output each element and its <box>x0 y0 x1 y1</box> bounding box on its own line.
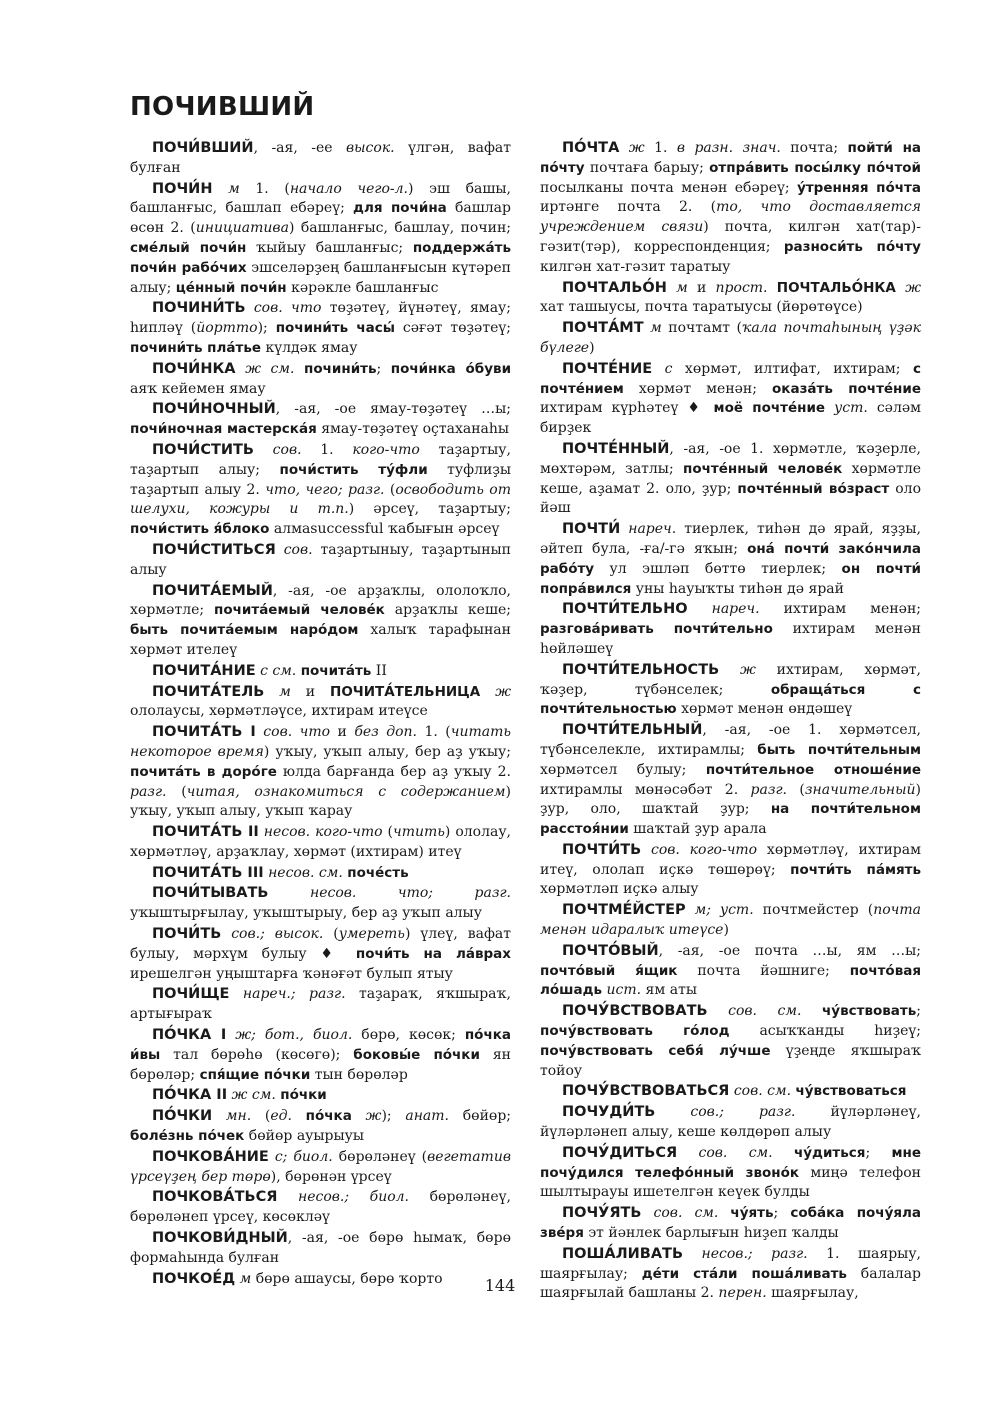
entry-headword: ПОЧТО́ВЫЙ <box>562 942 659 959</box>
entry-headword: ПОЧКОВА́ТЬСЯ <box>152 1189 278 1206</box>
entry-headword: ПОША́ЛИВАТЬ <box>562 1245 683 1262</box>
entry-definition: сов. см. чу́вствоваться <box>733 1083 907 1100</box>
entry-headword: ПОЧУ́ВСТВОВАТЬСЯ <box>562 1083 730 1100</box>
entry-headword: ПОЧИ́СТИТЬ <box>152 441 254 458</box>
dictionary-entry <box>540 139 921 278</box>
dictionary-entry <box>130 360 511 400</box>
entry-definition: м и прост. ПОЧТАЛЬО́НКА ж хат ташыусы, почта таратыусы (йөрөтөүсе) <box>540 279 922 316</box>
dictionary-entry <box>540 1144 921 1203</box>
dictionary-entry <box>130 1107 511 1147</box>
left-column <box>130 139 511 1290</box>
dictionary-entry <box>130 985 511 1025</box>
entry-headword: ПО́ЧКИ <box>152 1108 213 1125</box>
entry-definition: , -ая, -ое 1. хөрмәтле, ҡәҙерле, мөхтәрәм, затлы; почте́нный челове́к хөрмәтле кеше, аҙамат 2. оло, ҙур; почте́нный во́зраст оло йәш <box>540 440 922 517</box>
entry-definition: ж 1. в разн. знач. почта; пойти́ на по́чту почтаға барыу; отпра́вить посы́лку по́чтой посылканы почта менән ебәреү; у́тренняя по́чта иртәнге почта 2. (то, что доставляется учреждением связи) почта, килгән хат(тар)-гәзит(тәр), корреспонденция; разноси́ть по́чту килгән хат-гәзит таратыу <box>540 140 922 275</box>
entry-definition: несов. см. поче́сть <box>268 864 409 881</box>
dictionary-entry <box>130 864 511 884</box>
dictionary-entry <box>130 683 511 723</box>
entry-definition: м и ПОЧИТА́ТЕЛЬНИЦА ж ололаусы, хөрмәтләүсе, ихтирам итеүсе <box>130 683 512 720</box>
dictionary-entry <box>130 723 511 822</box>
entry-headword: ПОЧИ́ТЬ <box>152 926 222 943</box>
entry-headword: ПОЧИТА́ТЬ III <box>152 864 264 881</box>
entry-definition: ж см. по́чки <box>231 1087 327 1104</box>
dictionary-entry <box>130 139 511 179</box>
entry-definition: нареч.; разг. таҙараҡ, яҡшыраҡ, артығыраҡ <box>130 986 511 1023</box>
entry-definition: , -ая, -ое почта …ы, ям …ы; почто́вый я́щик почта йәшниге; почто́вая ло́шадь ист. ям аты <box>540 942 922 999</box>
entry-definition: несов. что; разг. уҡыштырғылау, уҡыштырыу, бер аҙ уҡып алыу <box>130 885 512 922</box>
entry-headword: ПОЧКОВА́НИЕ <box>152 1148 269 1165</box>
entry-headword: ПОЧИ́ЩЕ <box>152 986 230 1003</box>
entry-headword: ПОЧТИ́ <box>562 521 621 538</box>
dictionary-entry <box>540 942 921 1001</box>
dictionary-entry <box>540 1204 921 1244</box>
dictionary-entry <box>130 823 511 863</box>
entry-definition: сов.; высок. (умереть) үлеү, вафат булыу, мәрхүм булыу ♦ почи́ть на ла́врах ирешелгән уңыштарға ҡәнәғәт булып ятыу <box>130 926 511 982</box>
dictionary-entry <box>130 299 511 358</box>
dictionary-entry <box>540 279 921 319</box>
dictionary-entry <box>540 661 921 720</box>
dictionary-entry <box>130 1086 511 1106</box>
entry-headword: ПОЧИТА́НИЕ <box>152 662 256 679</box>
entry-definition: сов. кого-что хөрмәтләү, ихтирам итеү, ололап иҫкә төшөрөү; почти́ть па́мять хөрмәтләп иҫкә алыу <box>540 841 922 898</box>
entry-definition: несов.; биол. бөрөләнеү, бөрөләнеп үрсеү, көсөкләү <box>130 1189 511 1226</box>
entry-headword: ПОЧТИ́ТЬ <box>562 841 642 858</box>
entry-definition: ж; бот., биол. бөрө, көсөк; по́чка и́вы тал бөрөһө (көсөгө); боковы́е по́чки ян бөрөләр; спя́щие по́чки тын бөрөләр <box>130 1027 512 1083</box>
entry-definition: , -ая, -ое 1. хөрмәтсел, түбәнселекле, ихтирамлы; быть почти́тельным хөрмәтсел булыу; почти́тельное отноше́ние ихтирамлы мөнәсәбәт 2. разг. (значительный) ҙур, оло, шаҡтай ҙур; на почти́тельном расстоя́нии шаҡтай ҙур арала <box>540 722 921 838</box>
dictionary-entry <box>130 662 511 682</box>
dictionary-entry <box>540 841 921 900</box>
dictionary-entry <box>130 582 511 661</box>
entry-headword: ПОЧТЕ́ННЫЙ <box>562 440 670 457</box>
entry-headword: ПОЧИ́ТЫВАТЬ <box>152 885 269 902</box>
entry-definition: , -ая, -ое арҙаҡлы, ололоҡло, хөрмәтле; почита́емый челове́к арҙаҡлы кеше; быть почита́емым наро́дом халыҡ тарафынан хөрмәт ителеү <box>130 582 511 658</box>
entry-headword: ПОЧИНИ́ТЬ <box>152 300 246 317</box>
dictionary-entry <box>130 1148 511 1188</box>
entry-definition: м почтамт (ҡала почтаһының үҙәк бүлеге) <box>540 320 922 356</box>
entry-headword: ПОЧИ́Н <box>152 180 213 197</box>
dictionary-entry <box>130 925 511 984</box>
entry-definition: ж ихтирам, хөрмәт, ҡәҙер, түбәнселек; обраща́ться с почти́тельностью хөрмәт менән өндәшеү <box>540 661 922 718</box>
dictionary-entry <box>130 1229 511 1269</box>
entry-headword: ПОЧИ́ВШИЙ <box>152 140 254 156</box>
entry-definition: сов. см. чу́ять; соба́ка почу́яла зве́ря эт йәнлек барлығын һиҙеп ҡалды <box>540 1205 922 1242</box>
entry-definition: ж см. почини́ть; почи́нка о́буви аяҡ кейемен ямау <box>130 360 512 397</box>
entry-headword: ПО́ЧКА II <box>152 1087 228 1104</box>
dictionary-entry <box>540 360 921 439</box>
entry-headword: ПОЧИТА́ТЕЛЬ <box>152 683 265 700</box>
entry-headword: ПОЧИТА́ТЬ II <box>152 824 259 841</box>
entry-headword: ПОЧТАЛЬО́Н <box>562 279 667 296</box>
dictionary-entry <box>540 520 921 599</box>
entry-headword: ПОЧУ́ВСТВОВАТЬ <box>562 1003 708 1020</box>
dictionary-entry <box>540 1245 921 1304</box>
entry-headword: ПОЧУ́ЯТЬ <box>562 1205 642 1222</box>
dictionary-entry <box>130 1188 511 1228</box>
entry-headword: ПОЧТА́МТ <box>562 320 644 337</box>
entry-definition: нареч. тиерлек, тиһән дә ярай, яҙҙы, әйтеп була, -ға/-гә яҡын; она́ почти́ зако́нчила рабо́ту ул эшләп бөттө тиерлек; он почти́ попра́вился уны һауыҡты тиһән дә ярай <box>540 521 921 597</box>
entry-headword: ПОЧТМЕ́ЙСТЕР <box>562 902 686 919</box>
entry-headword: ПО́ЧТА <box>562 140 620 156</box>
entry-definition: нареч. ихтирам менән; разгова́ривать почти́тельно ихтирам менән һөйләшеү <box>540 601 922 657</box>
entry-definition: м 1. (начало чего-л.) эш башы, башланғыс, башлап ебәреү; для почи́на башлар өсөн 2. (инициатива) башланғыс, башлау, почин; сме́лый почи́н ҡыйыу башланғыс; поддержа́ть почи́н рабо́чих эшселәрҙең башланғысын күтәреп алыу; це́нный почи́н кәрәкле башланғыс <box>130 180 511 296</box>
entry-definition: , -ая, -ое ямау-төҙәтеү …ы; почи́ночная мастерска́я ямау-төҙәтеү оҫтаханаһы <box>130 401 511 438</box>
entry-headword: ПОЧИТА́ЕМЫЙ <box>152 582 273 599</box>
entry-headword: ПОЧИ́СТИТЬСЯ <box>152 541 276 558</box>
entry-definition: сов.; разг. йүләрләнеү, йүләрләнеп алыу, кеше көлдөрөп алыу <box>540 1104 921 1141</box>
entry-definition: м бөрө ашаусы, бөрө ҡорто <box>239 1270 443 1287</box>
dictionary-entry <box>130 541 511 581</box>
dictionary-entry <box>540 901 921 941</box>
dictionary-entry <box>540 1103 921 1143</box>
dictionary-entry <box>130 884 511 924</box>
page-number: 144 <box>484 1276 516 1295</box>
entry-headword: ПОЧИ́НОЧНЫЙ <box>152 401 276 418</box>
entry-definition: с хөрмәт, илтифат, ихтирам; с почте́нием хөрмәт менән; оказа́ть почте́ние ихтирам күрһәтеү ♦ моё почте́ние уст. сәләм бирҙек <box>540 360 922 437</box>
entry-definition: с см. почита́ть II <box>260 662 387 679</box>
dictionary-entry <box>540 319 921 359</box>
entry-definition: с; биол. бөрөләнеү (вегетатив үрсеүҙең бер төрө), бөрөнән үрсеү <box>130 1148 511 1185</box>
entry-headword: ПОЧТИ́ТЕЛЬНЫЙ <box>562 722 703 739</box>
entry-definition: м; уст. почтмейстер (почта менән идаралыҡ итеүсе) <box>540 902 922 939</box>
entry-definition: сов. что и без доп. 1. (читать некоторое время) уҡыу, уҡып алыу, бер аҙ уҡыу; почита́ть в доро́ге юлда барғанда бер аҙ уҡыу 2. разг. (читая, ознакомиться с содержанием) уҡыу, уҡып алыу, уҡып ҡарау <box>130 724 512 820</box>
entry-definition: сов. таҙартыныу, таҙартынып алыу <box>130 541 512 578</box>
entry-headword: ПОЧКОЕ́Д <box>152 1270 236 1287</box>
entry-headword: ПОЧКОВИ́ДНЫЙ <box>152 1230 288 1247</box>
dictionary-entry <box>130 441 511 540</box>
entry-definition: сов. см. чу́вствовать; почу́вствовать го́лод асыҡҡанды һиҙеү; почу́вствовать себя́ лу́чше үҙеңде яҡшыраҡ тойоу <box>540 1003 922 1079</box>
entry-headword: ПОЧТИ́ТЕЛЬНОСТЬ <box>562 661 720 678</box>
entry-headword: ПОЧТИ́ТЕЛЬНО <box>562 601 688 618</box>
entry-definition: , -ая, -ое бөрө һымаҡ, бөрө формаһында булған <box>130 1230 511 1266</box>
entry-definition: несов.; разг. 1. шаярыу, шаярғылау; де́ти ста́ли поша́ливать балалар шаярғылай башланы 2. перен. шаярғылау, <box>540 1245 922 1302</box>
entry-definition: сов. 1. кого-что таҙартыу, таҙартып алыу; почи́стить ту́фли туфлиҙы таҙартып алыу 2. что, чего; разг. (освободить от шелухи, кожуры и т.п.) әрсеү, таҙартыу; почи́стить я́блоко алмаsuccessful ҡабығын әрсеү <box>130 441 512 538</box>
dictionary-entry <box>540 721 921 840</box>
entry-headword: ПОЧТЕ́НИЕ <box>562 360 653 377</box>
dictionary-entry <box>540 1002 921 1081</box>
entry-headword: ПОЧУДИ́ТЬ <box>562 1104 656 1121</box>
entry-headword: ПОЧИ́НКА <box>152 360 236 377</box>
entry-definition: сов. что төҙәтеү, йүнәтеү, ямау; һиплəү (йортто); почини́ть часы́ сәғәт төҙәтеү; почини́ть пла́тье күлдәк ямау <box>130 300 511 356</box>
entry-definition: , -ая, -ее высок. үлгән, вафат булған <box>130 140 511 176</box>
entry-headword: ПОЧУ́ДИТЬСЯ <box>562 1144 678 1161</box>
entry-definition: мн. (ед. по́чка ж); анат. бөйөр; боле́знь по́чек бөйөр ауырыуы <box>130 1108 512 1145</box>
dictionary-entry <box>130 1026 511 1085</box>
dictionary-entry <box>540 600 921 659</box>
entry-definition: несов. кого-что (чтить) ололау, хөрмәтләү, арҙаҡлау, хөрмәт (ихтирам) итеү <box>130 824 512 860</box>
right-column <box>540 139 921 1305</box>
dictionary-entry <box>540 440 921 519</box>
running-head: ПОЧИВШИЙ <box>130 92 315 122</box>
entry-headword: ПОЧИТА́ТЬ I <box>152 724 256 741</box>
dictionary-entry <box>130 400 511 440</box>
dictionary-entry <box>540 1082 921 1102</box>
entry-headword: ПО́ЧКА I <box>152 1027 227 1044</box>
entry-definition: сов. см. чу́диться; мне почу́дился телефо́нный звоно́к миңә телефон шылтырауы ишетелгән кеүек булды <box>540 1144 922 1201</box>
dictionary-entry <box>130 180 511 299</box>
